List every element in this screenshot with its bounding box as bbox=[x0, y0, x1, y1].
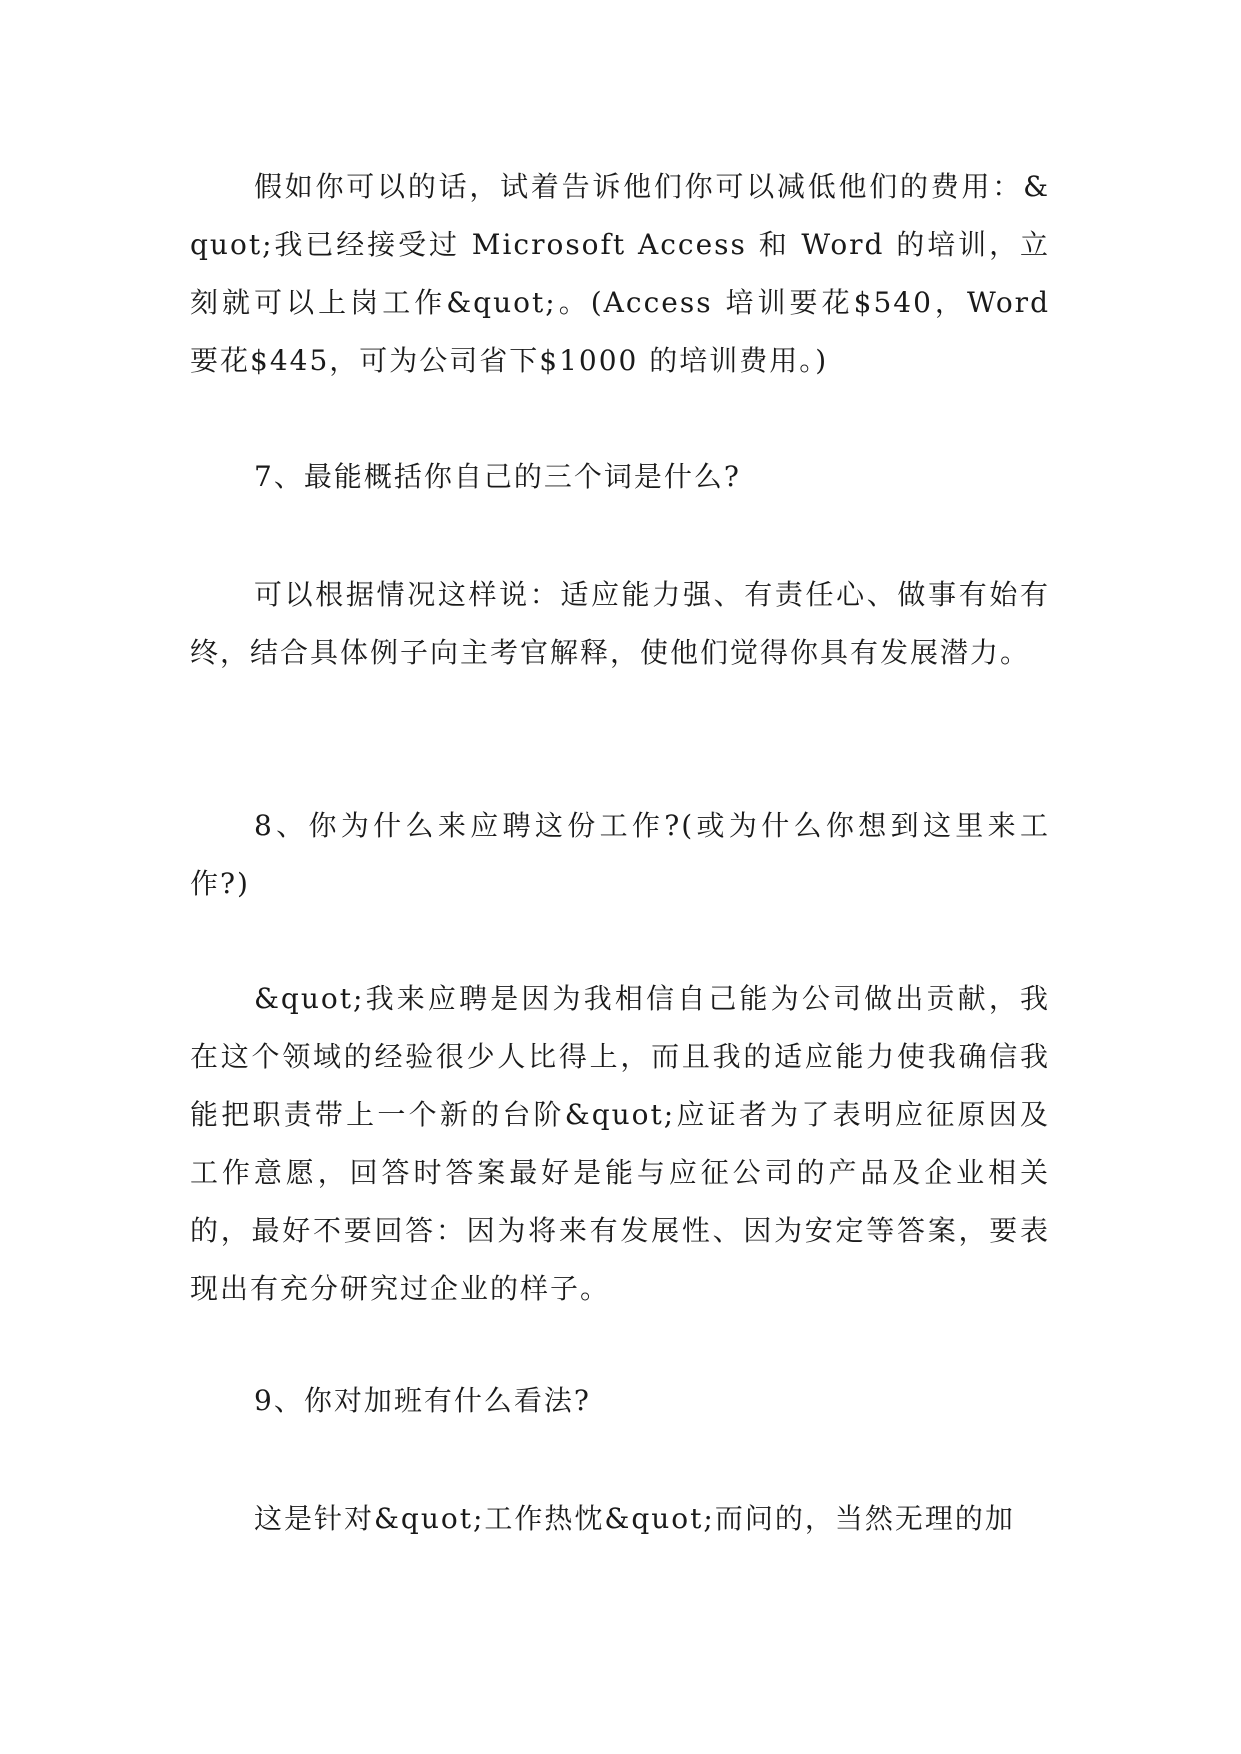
paragraph-three-words-answer: 可以根据情况这样说：适应能力强、有责任心、做事有始有终，结合具体例子向主考官解释，使他们觉得你具有发展潜力。 bbox=[190, 578, 1050, 669]
question-8-heading: 8、你为什么来应聘这份工作?(或为什么你想到这里来工作?) bbox=[190, 809, 1050, 900]
question-7-heading: 7、最能概括你自己的三个词是什么? bbox=[254, 460, 741, 493]
paragraph-overtime-answer: 这是针对&quot;工作热忱&quot;而问的，当然无理的加 bbox=[254, 1502, 1015, 1535]
paragraph-why-apply-answer: &quot;我来应聘是因为我相信自己能为公司做出贡献，我在这个领域的经验很少人比得上，而且我的适应能力使我确信我能把职责带上一个新的台阶&quot;应证者为了表明应征原因及工作意愿，回答时答案最好是能与应征公司的产品及企业相关的，最好不要回答：因为将来有发展性、因为安定等答案，要表现出有充分研究过企业的样子。 bbox=[190, 982, 1050, 1305]
question-9-heading: 9、你对加班有什么看法? bbox=[254, 1384, 591, 1417]
paragraph-cost-saving-answer: 假如你可以的话，试着告诉他们你可以减低他们的费用：&quot;我已经接受过 Microsoft Access 和 Word 的培训，立刻就可以上岗工作&quot;。(Access 培训要花$540，Word 要花$445，可为公司省下$1000 的培训费用。) bbox=[190, 170, 1050, 377]
